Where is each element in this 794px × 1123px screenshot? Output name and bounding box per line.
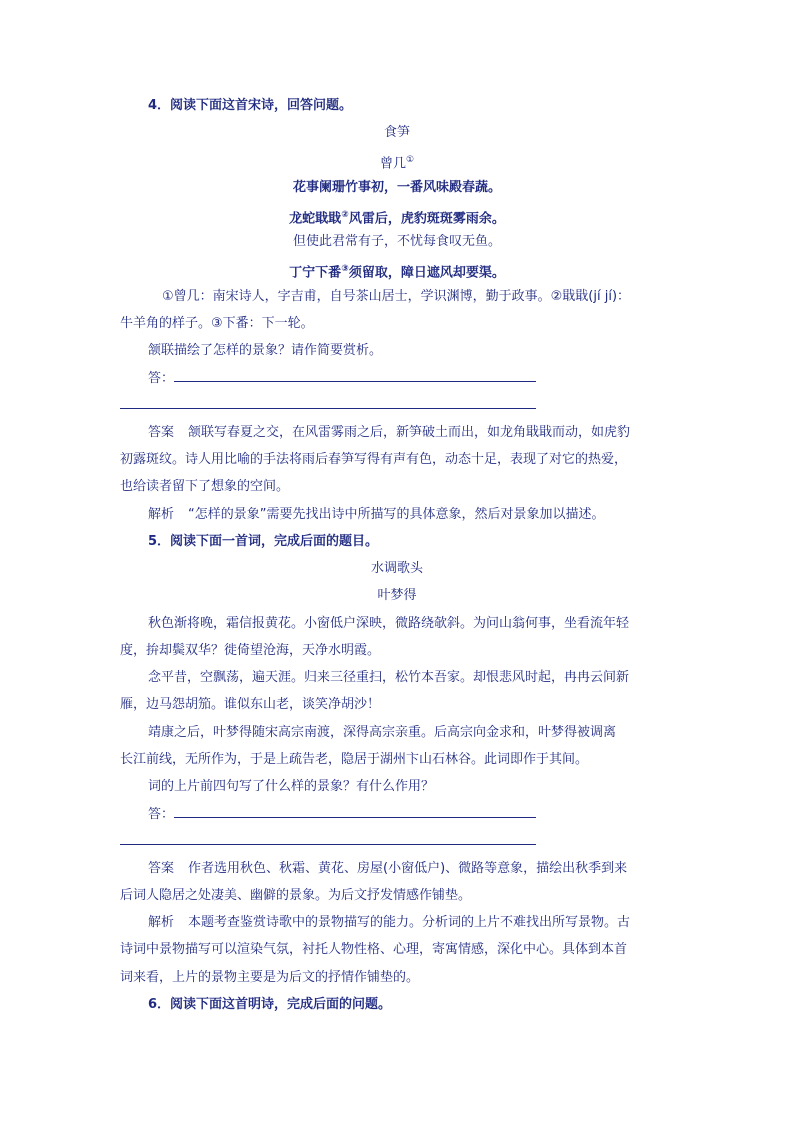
q4-notes-line-1: ①曾几：南宋诗人，字吉甫，自号茶山居士，学识渊博，勤于政事。②戢戢(jí jí)： — [162, 289, 631, 304]
q4-question: 颔联描绘了怎样的景象？请作简要赏析。 — [148, 343, 383, 358]
q4-heading: 4．阅读下面这首宋诗，回答问题。 — [148, 98, 353, 113]
q4-poem-title: 食笋 — [383, 125, 410, 140]
q5-answer-field[interactable]: 答： — [148, 805, 536, 824]
q5-answer-line-2: 后词人隐居之处凄美、幽僻的景象。为后文抒发情感作铺垫。 — [120, 888, 472, 903]
q5-analysis-line-2: 诗词中景物描写可以渲染气氛，衬托人物性格、心理，寄寓情感，深化中心。具体到本首 — [120, 942, 628, 957]
q5-poem-title: 水调歌头 — [370, 561, 423, 576]
q5-question: 词的上片前四句写了什么样的景象？有什么作用？ — [148, 779, 435, 794]
q4-poem-line-3: 但使此君常有子，不忧每食叹无鱼。 — [292, 234, 501, 249]
q4-answer-field[interactable]: 答： — [148, 369, 536, 388]
q5-analysis-line-1: 解析 本题考查鉴赏诗歌中的景物描写的能力。分析词的上片不难找出所写景物。古 — [148, 915, 631, 930]
q5-poem-line-1: 秋色渐将晚，霜信报黄花。小窗低户深映，微路绕欹斜。为问山翁何事，坐看流年轻 — [148, 616, 630, 631]
q5-analysis-line-3: 词来看，上片的景物主要是为后文的抒情作铺垫的。 — [120, 970, 420, 985]
q4-answer-line-2: 初露斑纹。诗人用比喻的手法将雨后春笋写得有声有色，动态十足，表现了对它的热爱， — [120, 452, 628, 467]
q4-analysis: 解析 “怎样的景象”需要先找出诗中所描写的具体意象，然后对景象加以描述。 — [148, 507, 605, 522]
q4-notes-line-2: 牛羊角的样子。③下番：下一轮。 — [120, 316, 314, 331]
q5-poem-line-4: 雁，边马怨胡笳。谁似东山老，谈笑净胡沙！ — [120, 697, 381, 712]
q5-answer-rule — [120, 844, 536, 845]
q5-background-line-2: 长江前线，无所作为，于是上疏告老，隐居于湖州卞山石林谷。此词即作于其间。 — [120, 752, 589, 767]
q5-poem-author: 叶梦得 — [377, 588, 417, 603]
answer-blank-line — [174, 369, 536, 382]
q4-poem-author: 曾几① — [379, 155, 415, 172]
q4-answer-rule — [120, 408, 536, 409]
q5-answer-line-1: 答案 作者选用秋色、秋霜、黄花、房屋(小窗低户)、微路等意象，描绘出秋季到来 — [148, 861, 628, 876]
q4-poem-line-4: 丁宁下番③须留取，障日遮风却要渠。 — [289, 264, 505, 281]
q4-answer-line-1: 答案 颔联写春夏之交，在风雷雾雨之后，新笋破土而出，如龙角戢戢而动，如虎豹 — [148, 425, 631, 440]
answer-blank-line — [174, 805, 536, 818]
q5-poem-line-3: 念平昔，空飘荡，遍天涯。归来三径重扫，松竹本吾家。却恨悲风时起，冉冉云间新 — [148, 670, 630, 685]
q5-background-line-1: 靖康之后，叶梦得随宋高宗南渡，深得高宗亲重。后高宗向金求和，叶梦得被调离 — [148, 725, 617, 740]
q6-heading: 6．阅读下面这首明诗，完成后面的问题。 — [148, 997, 392, 1012]
q5-heading: 5．阅读下面一首词，完成后面的题目。 — [148, 534, 379, 549]
q4-poem-line-2: 龙蛇戢戢②风雷后，虎豹斑斑雾雨余。 — [289, 210, 505, 227]
q4-answer-line-3: 也给读者留下了想象的空间。 — [120, 479, 290, 494]
q4-poem-line-1: 花事阑珊竹事初，一番风味殿春蔬。 — [292, 180, 501, 195]
q5-poem-line-2: 度，拚却鬓双华？徙倚望沧海，天净水明霞。 — [120, 643, 381, 658]
